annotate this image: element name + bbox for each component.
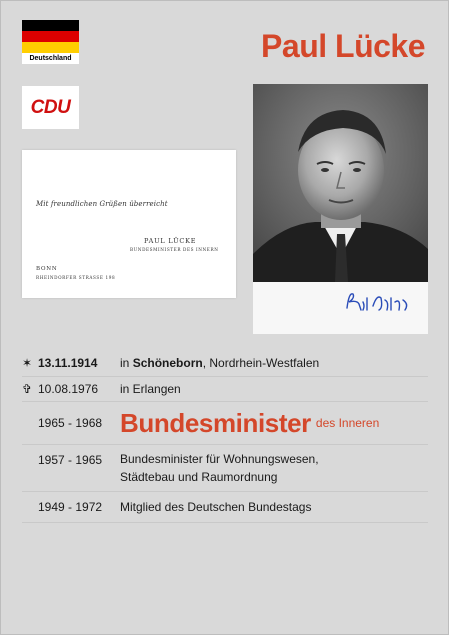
flag-stripe-red xyxy=(22,31,79,42)
office-2-years: 1957 - 1965 xyxy=(38,453,103,467)
card-city: BONN xyxy=(36,266,58,272)
office-1-title: Bundesminister xyxy=(120,407,311,438)
bio-row-birth xyxy=(22,350,428,377)
business-card xyxy=(22,150,236,298)
card-name: PAUL LÜCKE xyxy=(144,237,197,245)
card-role: BUNDESMINISTER DES INNERN xyxy=(130,247,219,252)
office-1-years: 1965 - 1968 xyxy=(38,416,103,430)
office-2-title xyxy=(120,450,319,486)
flag-stripe-black xyxy=(22,20,79,31)
biography-list xyxy=(22,350,428,523)
birth-date: 13.11.1914 xyxy=(38,356,98,370)
bio-row-office-1 xyxy=(22,402,428,445)
office-1-suffix: des Inneren xyxy=(315,416,380,430)
office-2-line-1: Bundesminister für Wohnungswesen, xyxy=(120,452,319,466)
flag-caption: Deutschland xyxy=(22,53,79,64)
card-greeting: Mit freundlichen Grüßen überreicht xyxy=(36,200,168,208)
birth-place xyxy=(120,356,319,370)
flag-stripe-gold xyxy=(22,42,79,53)
card-street: RHEINDORFER STRASSE 198 xyxy=(36,275,116,280)
bio-row-office-2 xyxy=(22,445,428,492)
birth-region: , Nordrhein-Westfalen xyxy=(202,356,320,370)
bio-row-death xyxy=(22,377,428,402)
birth-prefix: in xyxy=(120,356,133,370)
party-logo xyxy=(22,86,79,129)
cross-icon: ✞ xyxy=(22,382,33,396)
page-title: Paul Lücke xyxy=(261,28,425,64)
birth-town: Schöneborn xyxy=(132,356,203,370)
office-2-line-2: Städtebau und Raumordnung xyxy=(120,470,278,484)
bio-row-bundestag xyxy=(22,492,428,523)
bundestag-text: Mitglied des Deutschen Bundestags xyxy=(120,500,312,514)
party-logo-text: CDU xyxy=(30,96,71,118)
asterisk-star-icon: ✶ xyxy=(22,356,33,370)
signature-image xyxy=(343,288,413,316)
death-place: in Erlangen xyxy=(120,382,181,396)
german-flag xyxy=(22,20,79,64)
bundestag-years: 1949 - 1972 xyxy=(38,500,103,514)
death-date: 10.08.1976 xyxy=(38,382,99,396)
